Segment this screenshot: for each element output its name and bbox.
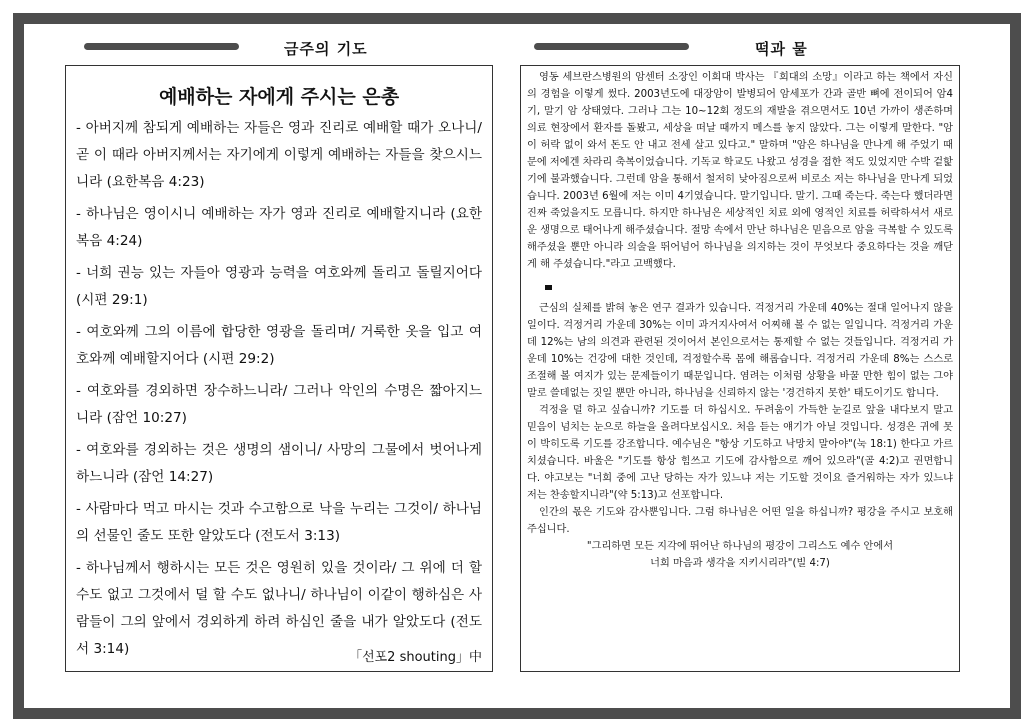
section-marker [545,285,552,290]
verse-item: - 아버지께 참되게 예배하는 자들은 영과 진리로 예배할 때가 오나니/ 곧 이 때라 아버지께서는 자기에게 이렇게 예배하는 자들을 찾으시느니라 (요한복음 4:23) [76,120,482,190]
article-paragraph: 인간의 몫은 기도와 감사뿐입니다. 그럼 하나님은 어떤 일을 하십니까? 평강을 주시고 보호해 주십니다. [527,507,953,535]
right-article-box [520,65,960,672]
verse-item: - 너희 권능 있는 자들아 영광과 능력을 여호와께 돌리고 돌릴지어다 (시편 29:1) [76,265,482,308]
article-paragraph: 근심의 실체를 밝혀 놓은 연구 결과가 있습니다. 걱정거리 가운데 40%는 절대 일어나지 않을 일이다. 걱정거리 가운데 30%는 이미 과거지사여서 어찌해 볼 수 없는 일입니다. 걱정거리 가운데 12%는 남의 의견과 관련된 것이어서 본인으로서는 통제할 수 없는 것들입니다. 걱정거리 가운데 10%는 건강에 대한 것인데, 걱정할수록 몸에 해롭습니다. 걱정거리 가운데 8%는 스스로 조절해 볼 여지가 있는 문제들이기 때문입니다. 염려는 이처럼 상황을 바꿀 만한 힘이 없는 그야말로 쓸데없는 짓일 뿐만 아니라, 하나님을 신뢰하지 않는 '경건하지 못한' 태도이기도 합니다. [527,303,953,399]
verse-item: - 사람마다 먹고 마시는 것과 수고함으로 낙을 누리는 그것이/ 하나님의 선물인 줄도 또한 알았도다 (전도서 3:13) [76,501,482,544]
verse-item: - 여호와를 경외하는 것은 생명의 샘이니/ 사망의 그물에서 벗어나게 하느니라 (잠언 14:27) [76,442,482,485]
closing-quote-line: "그리하면 모든 지각에 뛰어난 하나님의 평강이 그리스도 예수 안에서 [586,541,894,552]
article-paragraph: 영동 세브란스병원의 암센터 소장인 이희대 박사는 『희대의 소망』이라고 하는 책에서 자신의 경험을 이렇게 썼다. 2003년도에 대장암이 발병되어 암세포가 간과 골반 뼈에 전이되어 암4기, 말기 암 상태였다. 그러나 그는 10~12회 정도의 재발을 겪으면서도 10년 가까이 생존하며 의료 현장에서 환자를 돌봤고, 세상을 떠날 때까지 메스를 놓지 않았다. 그는 이렇게 말한다. "암이 허락 없이 와서 돈도 안 내고 전세 살고 있다고." 말하며 "암은 하나님을 만나게 해 주었기 때문에 저에겐 차라리 축복이었습니다. 기독교 학교도 나왔고 성경을 접한 적도 있었지만 수박 겉핥기에 불과했습니다. 그런데 암을 통해서 철저히 낮아짐으로써 비로소 저는 하나님을 만나게 되었습니다. 2003년 6월에 저는 이미 4기였습니다. 말기입니다. 말기. 그때 죽는다. 죽는다 했더라면 진짜 죽었을지도 모릅니다. 하지만 하나님은 세상적인 치료 외에 영적인 치료를 허락하셔서 새로운 생명으로 태어나게 해주셨습니다. 절망 속에서 만난 하나님은 믿음으로 암을 극복할 수 있도록 해주셨을 뿐만 아니라 의술을 뛰어넘어 하나님을 의지하는 것이 무엇보다 중요하다는 것을 깨닫게 해 주셨습니다."라고 고백했다. [527,72,953,270]
article-paragraph: 걱정을 덜 하고 싶습니까? 기도를 더 하십시오. 두려움이 가득한 눈길로 앞을 내다보지 말고 믿음이 넘치는 눈으로 하늘을 올려다보십시오. 처음 듣는 얘기가 아닐 것입니다. 성경은 귀에 못이 박히도록 기도를 강조합니다. 예수님은 "항상 기도하고 낙망치 말아야"(눅 18:1) 한다고 가르치셨습니다. 바울은 "기도를 항상 힘쓰고 기도에 감사함으로 깨어 있으라"(골 4:2)고 권면합니다. 야고보는 "너희 중에 고난 당하는 자가 있느냐 저는 기도할 것이요 즐거워하는 자가 있느냐 저는 찬송할지니라"(약 5:13)고 선포합니다. [527,405,953,501]
closing-quote-line: 너희 마음과 생각을 지키시리라"(빌 4:7) [650,558,830,569]
verse-item: - 하나님은 영이시니 예배하는 자가 영과 진리로 예배할지니라 (요한복음 4:24) [76,206,482,249]
verse-item: - 여호와께 그의 이름에 합당한 영광을 돌리며/ 거룩한 옷을 입고 여호와께 예배할지어다 (시편 29:2) [76,324,482,367]
verse-item: - 하나님께서 행하시는 모든 것은 영원히 있을 것이라/ 그 위에 더 할 수도 없고 그것에서 덜 할 수도 없나니/ 하나님이 이같이 행하심은 사람들이 그의 앞에서 경외하게 하려 하심인 줄을 내가 알았도다 (전도서 3:14) [76,560,482,657]
verse-item: - 여호와를 경외하면 장수하느니라/ 그러나 악인의 수명은 짧아지느니라 (잠언 10:27) [76,383,482,426]
right-header: 떡과 물 [755,40,808,58]
left-header-bar [84,43,239,50]
right-header-bar [534,43,689,50]
left-title: 예배하는 자에게 주시는 은총 [158,86,400,108]
left-header: 금주의 기도 [284,40,368,58]
left-source: 「선포2 shouting」中 [349,650,482,665]
left-scripture-box [65,65,493,672]
